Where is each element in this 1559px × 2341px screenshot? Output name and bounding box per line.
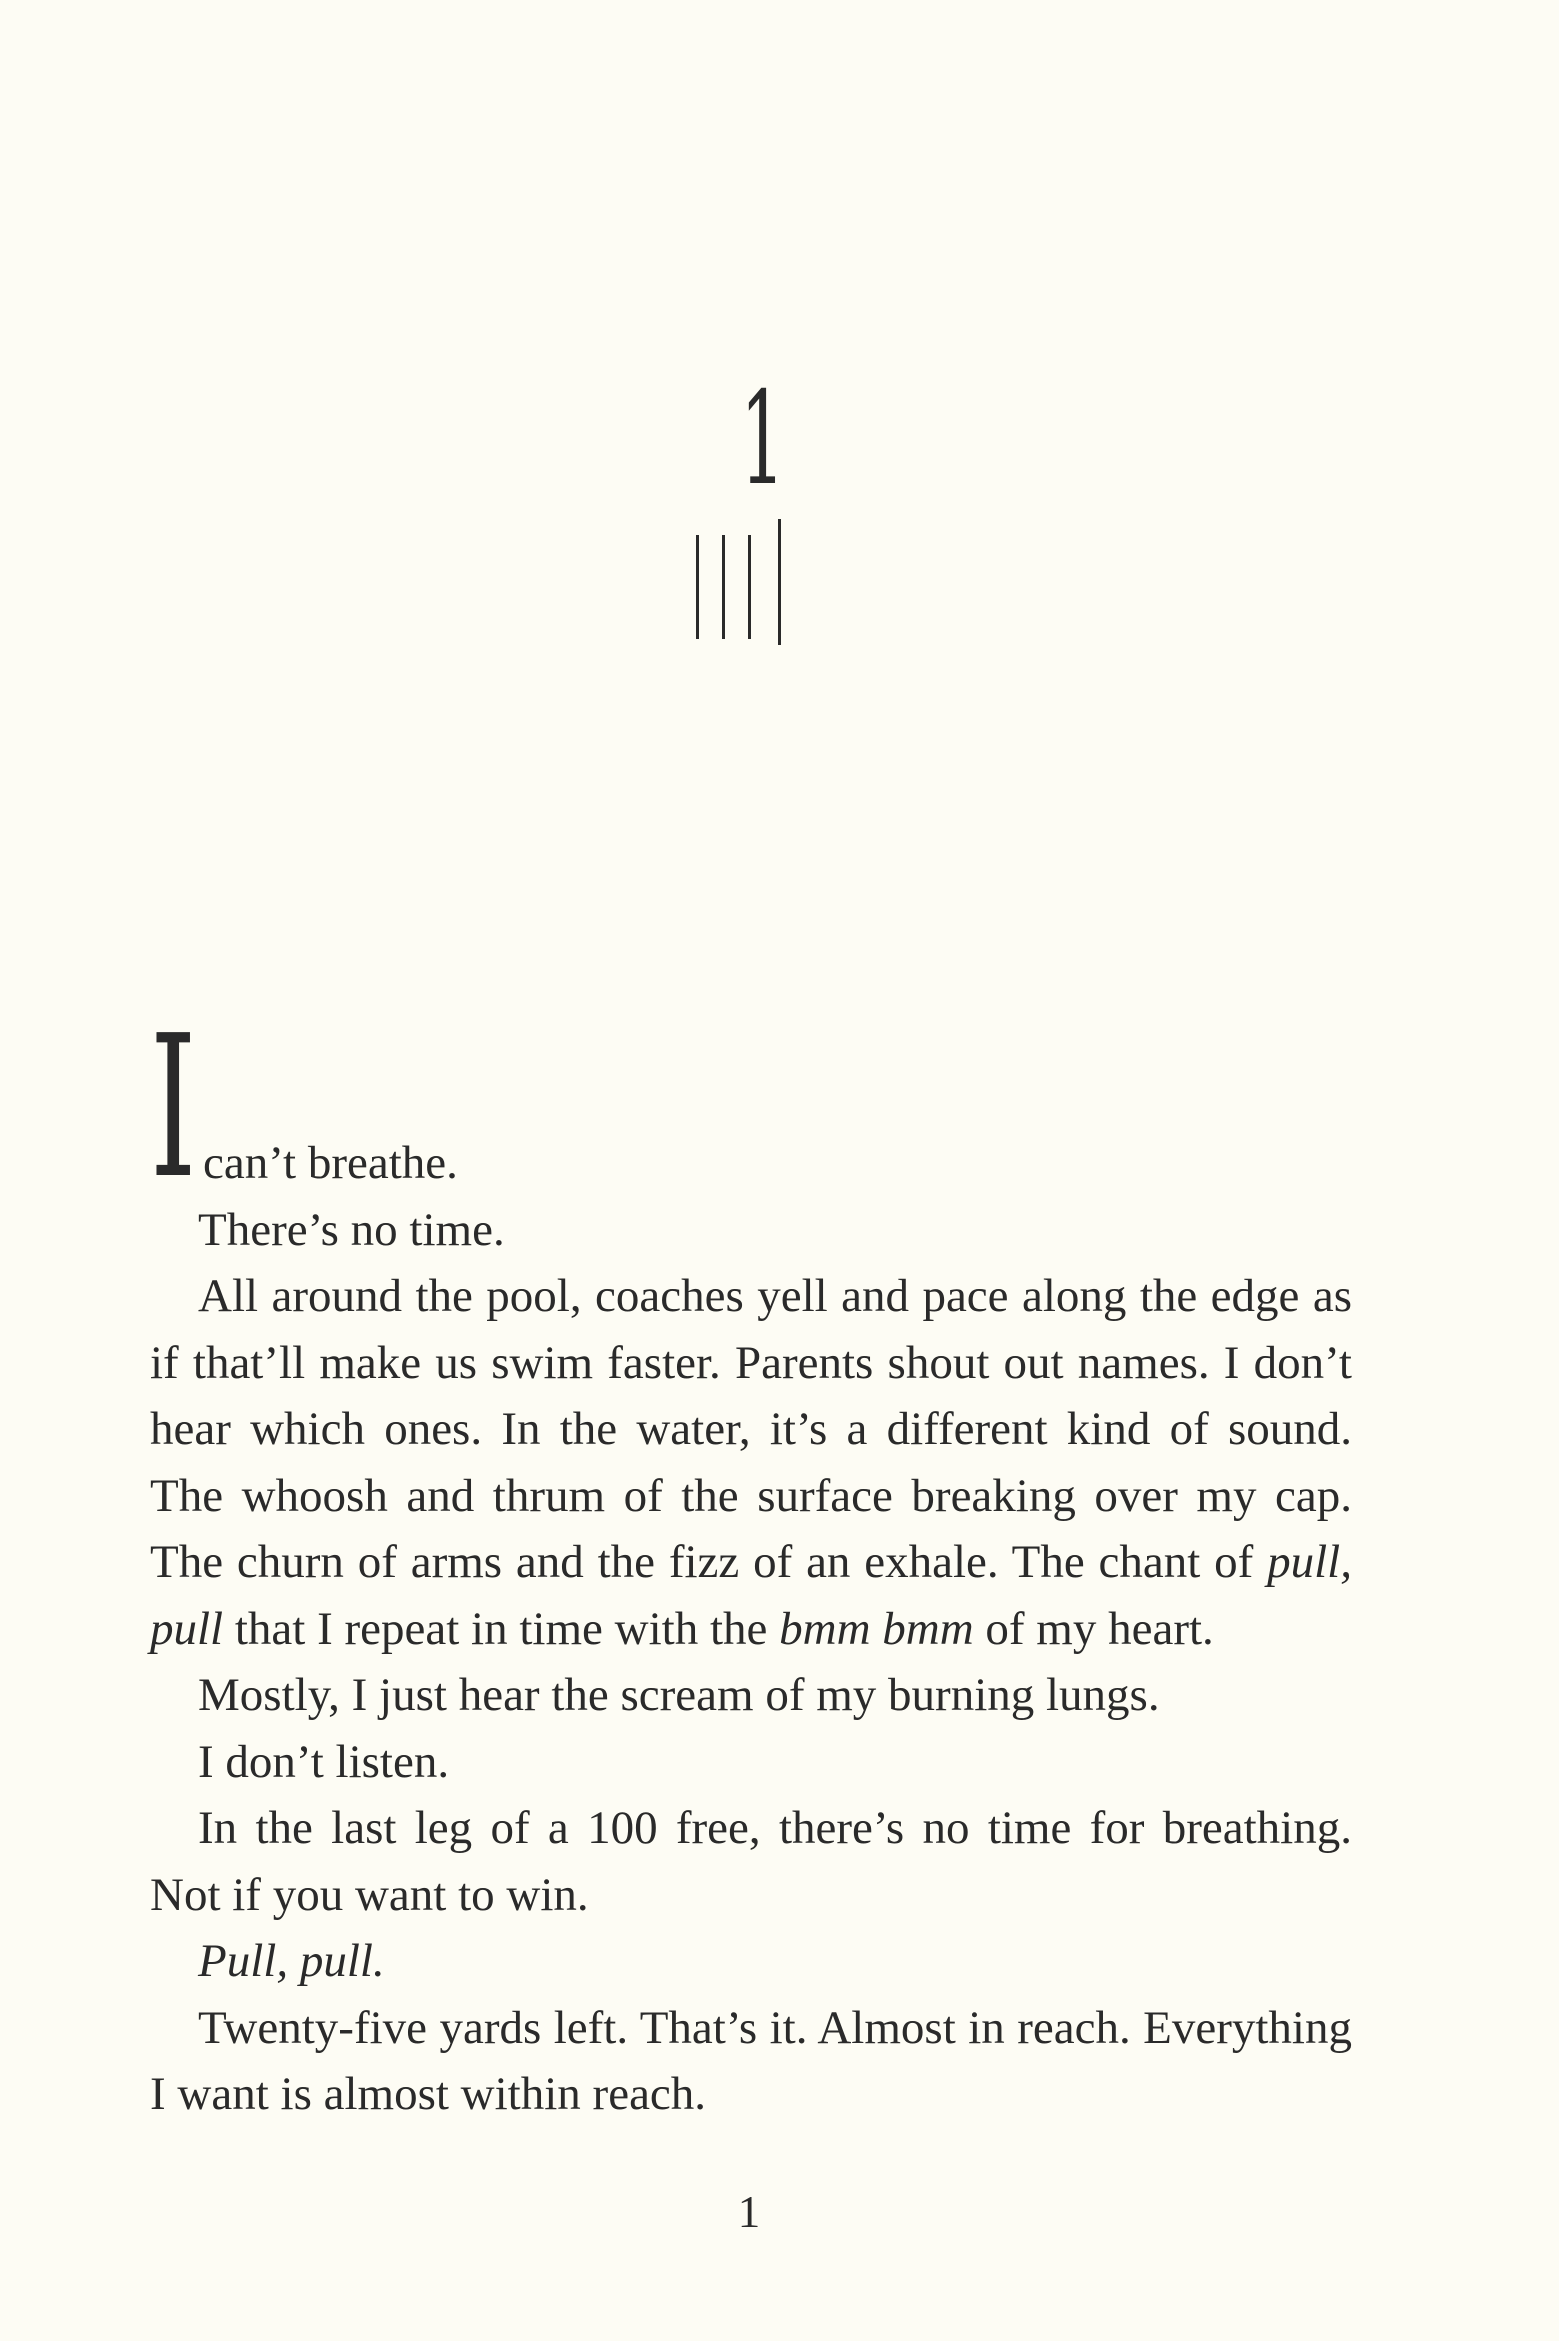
italic-run: bmm bmm bbox=[779, 1602, 974, 1655]
chapter-number: 1 bbox=[740, 365, 786, 514]
text-run: Mostly, I just hear the scream of my burning lungs. bbox=[198, 1669, 1160, 1721]
text-run: that I repeat in time with the bbox=[223, 1602, 780, 1655]
page-number: 1 bbox=[737, 2187, 761, 2237]
paragraph bbox=[150, 1197, 1352, 1264]
text-run: Twenty-five yards left. That’s it. Almost in reach. Everything I want is almost within reach. bbox=[150, 2001, 1352, 2120]
paragraph bbox=[150, 1795, 1352, 1928]
tally-mark bbox=[748, 535, 751, 639]
text-run: There’s no time. bbox=[198, 1203, 505, 1256]
paragraph bbox=[150, 1928, 1352, 1995]
drop-cap: I bbox=[150, 994, 197, 1222]
text-run: Pull, pull. bbox=[198, 1935, 385, 1987]
tally-mark bbox=[696, 535, 699, 639]
tally-mark bbox=[778, 519, 781, 645]
text-run: I don’t listen. bbox=[198, 1735, 450, 1788]
chapter-body bbox=[150, 994, 1352, 2128]
text-run: of my heart. bbox=[973, 1602, 1214, 1655]
paragraph bbox=[150, 1130, 1352, 1197]
paragraph bbox=[150, 1263, 1352, 1662]
paragraph bbox=[150, 1662, 1352, 1729]
tally-mark bbox=[722, 535, 725, 639]
text-run: In the last leg of a 100 free, there’s no time for breathing. Not if you want to win. bbox=[150, 1802, 1352, 1921]
tally-marks-ornament bbox=[696, 535, 786, 647]
italic-run: pull, pull bbox=[150, 1536, 1352, 1655]
text-run: can’t breathe. bbox=[203, 1137, 458, 1189]
text-run: All around the pool, coaches yell and pace along the edge as if that’ll make us swim faster. Parents shout out names. I don’t hear which ones. In the water, it’s a different kind of sound. The whoosh and thrum of the surface breaking over my cap. The churn of arms and the fizz of an exhale. The chant of bbox=[150, 1270, 1352, 1588]
paragraph bbox=[150, 1729, 1352, 1796]
paragraph bbox=[150, 1995, 1352, 2128]
